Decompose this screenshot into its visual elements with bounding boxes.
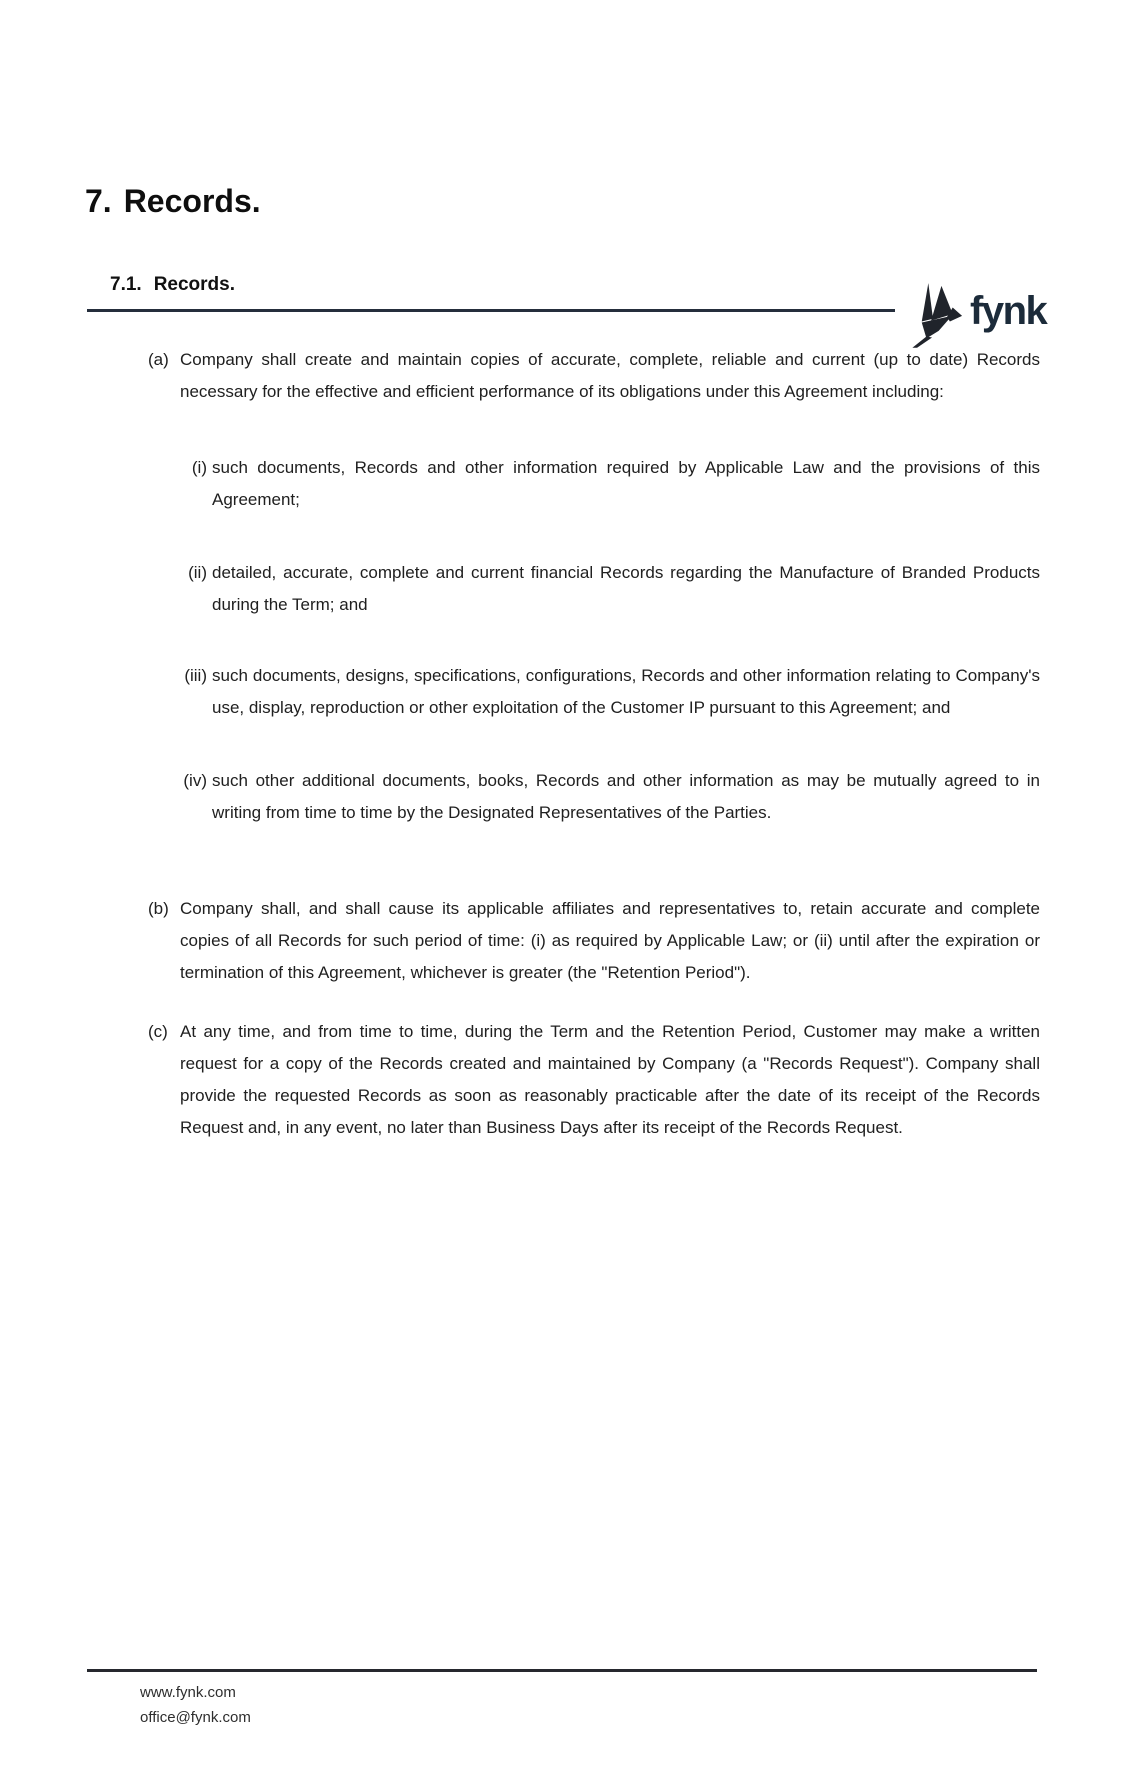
clause-b-text: Company shall, and shall cause its applicable affiliates and representatives to, retain accurate and complete copies of all Records for such period of time: (i) as required by Applicable Law; or (ii) until after the expiration or termination of this Agreement, whichever is greater (the "Retention Period"). bbox=[180, 899, 1040, 982]
section-heading bbox=[85, 181, 1131, 221]
document-page bbox=[0, 181, 1131, 1781]
origami-crane-icon bbox=[903, 279, 963, 349]
subitem-ii-marker: (ii) bbox=[188, 563, 207, 582]
subitem-iii-marker: (iii) bbox=[184, 666, 207, 685]
header-rule bbox=[87, 309, 895, 312]
clause-a-text: Company shall create and maintain copies of accurate, complete, reliable and current (up to date) Records necessary for the effective and efficient performance of its obligations under this Agreement including: bbox=[180, 350, 1040, 401]
section-title: Records. bbox=[123, 183, 261, 219]
clause-c bbox=[0, 1016, 1131, 1144]
subitem-iii-text: such documents, designs, specifications, configurations, Records and other information relating to Company's use, display, reproduction or other exploitation of the Customer IP pursuant to this Agreement; and bbox=[212, 666, 1040, 717]
subitem-i-text: such documents, Records and other information required by Applicable Law and the provisions of this Agreement; bbox=[212, 458, 1040, 509]
section-number: 7. bbox=[85, 183, 112, 219]
clause-b bbox=[0, 893, 1131, 989]
subitem-iv-text: such other additional documents, books, Records and other information as may be mutually agreed to in writing from time to time by the Designated Representatives of the Parties. bbox=[212, 771, 1040, 822]
footer-website: www.fynk.com bbox=[140, 1684, 236, 1701]
fynk-logo bbox=[903, 279, 1046, 349]
footer-contact bbox=[140, 1680, 251, 1730]
subitem-ii-text: detailed, accurate, complete and current financial Records regarding the Manufacture of Branded Products during the Term; and bbox=[212, 563, 1040, 614]
subsection-number: 7.1. bbox=[110, 274, 142, 295]
footer-rule bbox=[87, 1669, 1037, 1672]
subitem-iv bbox=[0, 765, 1131, 829]
subitem-iv-marker: (iv) bbox=[183, 771, 207, 790]
clause-c-text: At any time, and from time to time, during the Term and the Retention Period, Customer may make a written request for a copy of the Records created and maintained by Company (a "Records Request"). Company shall provide the requested Records as soon as reasonably practicable after the date of its receipt of the Records Request and, in any event, no later than Business Days after its receipt of the Records Request. bbox=[180, 1022, 1040, 1137]
subitem-i-marker: (i) bbox=[191, 458, 207, 477]
footer-email: office@fynk.com bbox=[140, 1709, 251, 1726]
clause-a-marker: (a) bbox=[148, 350, 169, 369]
clause-a bbox=[0, 344, 1131, 408]
subitem-iii bbox=[0, 660, 1131, 724]
clause-c-marker: (c) bbox=[148, 1022, 168, 1041]
brand-wordmark: fynk bbox=[970, 289, 1047, 333]
subitem-ii bbox=[0, 557, 1131, 621]
subsection-title: Records. bbox=[153, 274, 236, 295]
clause-b-marker: (b) bbox=[148, 899, 169, 918]
subitem-i bbox=[0, 452, 1131, 516]
